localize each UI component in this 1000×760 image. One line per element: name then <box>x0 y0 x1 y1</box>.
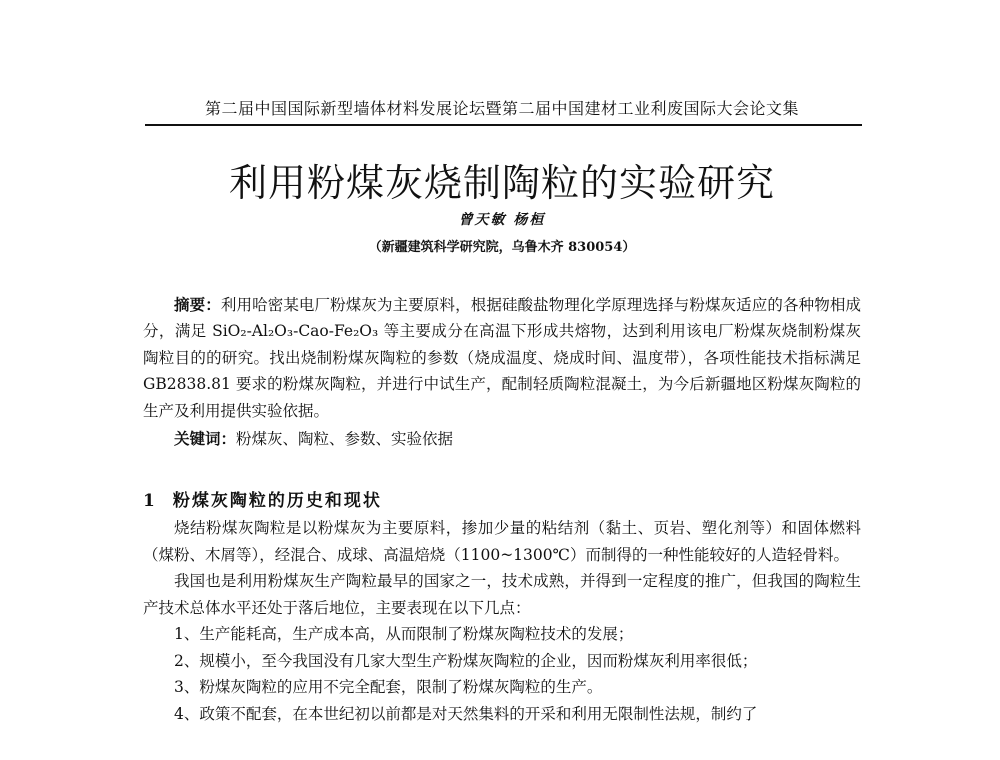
header-rule <box>145 124 862 126</box>
running-header: 第二届中国国际新型墙体材料发展论坛暨第二届中国建材工业利废国际大会论文集 <box>204 99 799 118</box>
body-paragraph: 烧结粉煤灰陶粒是以粉煤灰为主要原料，掺加少量的粘结剂（黏土、页岩、塑化剂等）和固体燃料（煤粉、木屑等），经混合、成球、高温焙烧（1100~1300℃）而制得的一种性能较好的人造轻骨料。 <box>143 519 861 564</box>
affiliation: （新疆建筑科学研究院，乌鲁木齐 830054） <box>368 240 636 255</box>
list-item: 1、生产能耗高，生产成本高，从而限制了粉煤灰陶粒技术的发展； <box>174 625 634 643</box>
section-body <box>143 515 861 727</box>
list-item: 2、规模小，至今我国没有几家大型生产粉煤灰陶粒的企业，因而粉煤灰利用率很低； <box>174 651 758 670</box>
keywords <box>143 426 861 452</box>
abstract-label: 摘要： <box>174 295 221 314</box>
keywords-label: 关键词： <box>174 429 237 448</box>
paper-title: 利用粉煤灰烧制陶粒的实验研究 <box>228 161 775 205</box>
keywords-text: 粉煤灰、陶粒、参数、实验依据 <box>236 430 454 448</box>
list-item: 3、粉煤灰陶粒的应用不完全配套，限制了粉煤灰陶粒的生产。 <box>174 678 603 696</box>
section-title: 粉煤灰陶粒的历史和现状 <box>172 491 382 511</box>
section-number: 1 <box>143 491 157 511</box>
abstract-text: 利用哈密某电厂粉煤灰为主要原料，根据硅酸盐物理化学原理选择与粉煤灰适应的各种物相成分，满足 SiO₂-Al₂O₃-Cao-Fe₂O₃ 等主要成分在高温下形成共熔物，达到利用该电厂粉煤灰烧制粉煤灰陶粒目的的研究。找出烧制粉煤灰陶粒的参数（烧成温度、烧成时间、温度带），各项性能技术指标满足 GB2838.81 要求的粉煤灰陶粒，并进行中试生产，配制轻质陶粒混凝土，为今后新疆地区粉煤灰陶粒的生产及利用提供实验依据。 <box>143 296 861 420</box>
body-paragraph: 我国也是利用粉煤灰生产陶粒最早的国家之一，技术成熟，并得到一定程度的推广，但我国的陶粒生产技术总体水平还处于落后地位，主要表现在以下几点： <box>143 572 861 617</box>
authors: 曾天敏 杨桓 <box>458 212 546 228</box>
abstract <box>143 292 861 424</box>
section-heading <box>143 486 861 511</box>
list-item: 4、政策不配套，在本世纪初以前都是对天然集料的开采和利用无限制性法规，制约了 <box>174 704 758 723</box>
